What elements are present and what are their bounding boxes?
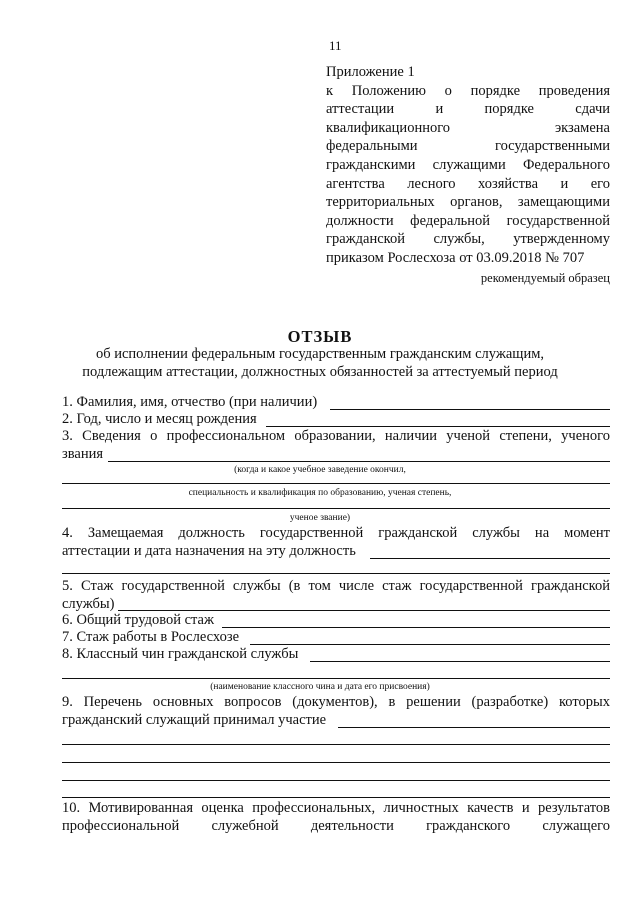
item-9-fill-line-4[interactable]: [62, 780, 610, 781]
item-7-fill-line[interactable]: [250, 644, 610, 645]
page-number: 11: [329, 38, 342, 53]
item-1-fill-line[interactable]: [330, 409, 610, 410]
item-3-hint-1: (когда и какое учебное заведение окончил,: [234, 465, 406, 475]
item-9-fill-line-3[interactable]: [62, 762, 610, 763]
item-3-hint-2: специальность и квалификация по образованию, ученая степень,: [188, 488, 452, 498]
item-4-label-line1: 4. Замещаемая должность государственной гражданской службы на момент: [62, 525, 610, 541]
item-7-label: 7. Стаж работы в Рослесхозе: [62, 629, 240, 645]
document-title: ОТЗЫВ: [287, 327, 353, 346]
appendix-line: гражданскими служащими Федерального: [326, 156, 610, 173]
item-9-fill-line-5[interactable]: [62, 797, 610, 798]
item-6-fill-line[interactable]: [222, 627, 610, 628]
item-6-label: 6. Общий трудовой стаж: [62, 612, 214, 628]
appendix-line: приказом Рослесхоза от 03.09.2018 № 707: [326, 249, 585, 266]
item-9-fill-line-2[interactable]: [62, 744, 610, 745]
item-3-fill-line-3[interactable]: [62, 508, 610, 509]
item-5-fill-line[interactable]: [118, 610, 610, 611]
item-3-hint-3: ученое звание): [289, 513, 351, 523]
item-2-fill-line[interactable]: [266, 426, 610, 427]
appendix-line: федеральными государственными: [326, 138, 610, 155]
appendix-line: должности федеральной государственной: [326, 212, 610, 229]
sample-note: рекомендуемый образец: [480, 271, 610, 285]
item-5-label-line2: службы): [62, 596, 115, 612]
item-10-label-line2: профессиональной служебной деятельности гражданского служащего: [62, 818, 610, 834]
item-1-label: 1. Фамилия, имя, отчество (при наличии): [62, 394, 318, 410]
item-9-fill-line[interactable]: [338, 727, 610, 728]
item-3-label-line1: 3. Сведения о профессиональном образовании, наличии ученой степени, ученого: [62, 428, 610, 444]
item-8-label: 8. Классный чин гражданской службы: [62, 646, 299, 662]
item-3-label-line2: звания: [62, 446, 104, 462]
item-4-fill-line-2[interactable]: [62, 573, 610, 574]
item-2-label: 2. Год, число и месяц рождения: [62, 411, 257, 427]
item-8-fill-line-2[interactable]: [62, 678, 610, 679]
item-4-label-line2: аттестации и дата назначения на эту должность: [62, 543, 356, 559]
document-subtitle-line2: подлежащим аттестации, должностных обязанностей за аттестуемый период: [82, 364, 558, 380]
item-8-fill-line[interactable]: [310, 661, 610, 662]
item-3-fill-line[interactable]: [108, 461, 610, 462]
appendix-line: к Положению о порядке проведения: [326, 82, 610, 99]
appendix-line: квалификационного экзамена: [326, 119, 610, 136]
item-9-label-line1: 9. Перечень основных вопросов (документов), в решении (разработке) которых: [62, 694, 610, 710]
item-8-hint: (наименование классного чина и дата его присвоения): [210, 682, 430, 692]
item-4-fill-line[interactable]: [370, 558, 610, 559]
appendix-reference: [326, 63, 610, 268]
appendix-line: территориальных органов, замещающими: [326, 194, 610, 211]
appendix-line: Приложение 1: [326, 64, 415, 80]
item-10-label-line1: 10. Мотивированная оценка профессиональных, личностных качеств и результатов: [62, 800, 610, 816]
item-3-fill-line-2[interactable]: [62, 483, 610, 484]
item-5-label-line1: 5. Стаж государственной службы (в том числе стаж государственной гражданской: [62, 578, 610, 594]
appendix-line: агентства лесного хозяйства и его: [326, 175, 610, 192]
document-subtitle-line1: об исполнении федеральным государственным гражданским служащим,: [95, 346, 545, 362]
item-9-label-line2: гражданский служащий принимал участие: [62, 712, 327, 728]
appendix-line: гражданской службы, утвержденному: [326, 231, 610, 248]
appendix-line: аттестации и порядке сдачи: [326, 101, 610, 118]
